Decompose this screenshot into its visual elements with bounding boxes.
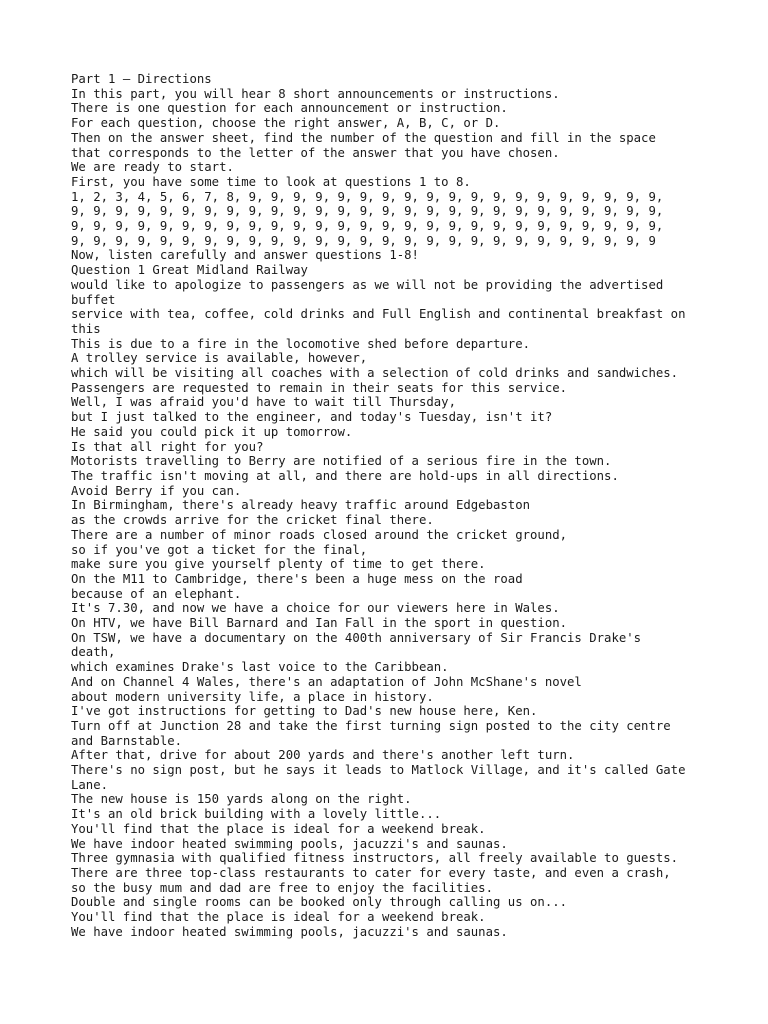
text-line: Double and single rooms can be booked only through calling us on... bbox=[71, 895, 568, 910]
text-line: Is that all right for you? bbox=[71, 439, 264, 454]
text-line: On the M11 to Cambridge, there's been a huge mess on the road bbox=[71, 571, 523, 586]
text-line: Now, listen carefully and answer questions 1-8! bbox=[71, 248, 419, 263]
text-line: Then on the answer sheet, find the number of the question and fill in the space bbox=[71, 130, 656, 145]
text-line: It's 7.30, and now we have a choice for our viewers here in Wales. bbox=[71, 601, 560, 616]
text-line: You'll find that the place is ideal for a weekend break. bbox=[71, 821, 486, 836]
text-line: First, you have some time to look at questions 1 to 8. bbox=[71, 174, 471, 189]
text-line: After that, drive for about 200 yards and there's another left turn. bbox=[71, 748, 575, 763]
text-line: Part 1 – Directions bbox=[71, 72, 212, 86]
text-line: Avoid Berry if you can. bbox=[71, 483, 242, 498]
text-line: Well, I was afraid you'd have to wait till Thursday, bbox=[71, 395, 456, 410]
text-line: that corresponds to the letter of the answer that you have chosen. bbox=[71, 145, 560, 160]
text-line: A trolley service is available, however, bbox=[71, 351, 368, 366]
text-line: which will be visiting all coaches with a selection of cold drinks and sandwiches. bbox=[71, 366, 679, 381]
text-line: service with tea, coffee, cold drinks and Full English and continental breakfast on bbox=[71, 307, 686, 322]
text-line: On TSW, we have a documentary on the 400th anniversary of Sir Francis Drake's bbox=[71, 630, 642, 645]
text-line: In Birmingham, there's already heavy traffic around Edgebaston bbox=[71, 498, 531, 513]
text-line: I've got instructions for getting to Dad's new house here, Ken. bbox=[71, 704, 538, 719]
text-line: about modern university life, a place in history. bbox=[71, 689, 434, 704]
text-line: For each question, choose the right answer, A, B, C, or D. bbox=[71, 116, 501, 131]
text-line: so if you've got a ticket for the final, bbox=[71, 542, 368, 557]
document-page bbox=[71, 72, 711, 939]
text-line: Question 1 Great Midland Railway bbox=[71, 263, 308, 278]
text-line: On HTV, we have Bill Barnard and Ian Fall in the sport in question. bbox=[71, 616, 568, 631]
text-line: And on Channel 4 Wales, there's an adaptation of John McShane's novel bbox=[71, 674, 582, 689]
text-line: as the crowds arrive for the cricket final there. bbox=[71, 513, 434, 528]
text-line: This is due to a fire in the locomotive shed before departure. bbox=[71, 336, 531, 351]
text-line: The new house is 150 yards along on the right. bbox=[71, 792, 412, 807]
text-line: would like to apologize to passengers as we will not be providing the advertised bbox=[71, 277, 664, 292]
text-line: Three gymnasia with qualified fitness instructors, all freely available to guests. bbox=[71, 851, 679, 866]
text-line: We have indoor heated swimming pools, jacuzzi's and saunas. bbox=[71, 924, 508, 939]
text-line: this bbox=[71, 321, 101, 336]
text-line: We have indoor heated swimming pools, jacuzzi's and saunas. bbox=[71, 836, 508, 851]
text-line: make sure you give yourself plenty of time to get there. bbox=[71, 557, 486, 572]
text-line: There are three top-class restaurants to cater for every taste, and even a crash, bbox=[71, 865, 671, 880]
text-line: Passengers are requested to remain in their seats for this service. bbox=[71, 380, 568, 395]
text-line: There are a number of minor roads closed around the cricket ground, bbox=[71, 527, 568, 542]
text-line: because of an elephant. bbox=[71, 586, 242, 601]
text-line: buffet bbox=[71, 292, 116, 307]
text-line: 1, 2, 3, 4, 5, 6, 7, 8, 9, 9, 9, 9, 9, 9, 9, 9, 9, 9, 9, 9, 9, 9, 9, 9, 9, 9, 9, bbox=[71, 189, 664, 204]
text-line: 9, 9, 9, 9, 9, 9, 9, 9, 9, 9, 9, 9, 9, 9, 9, 9, 9, 9, 9, 9, 9, 9, 9, 9, 9, 9, 9, bbox=[71, 219, 664, 234]
text-line: It's an old brick building with a lovely little... bbox=[71, 807, 442, 822]
text-line: Motorists travelling to Berry are notified of a serious fire in the town. bbox=[71, 454, 612, 469]
text-line: 9, 9, 9, 9, 9, 9, 9, 9, 9, 9, 9, 9, 9, 9, 9, 9, 9, 9, 9, 9, 9, 9, 9, 9, 9, 9, 9, bbox=[71, 204, 664, 219]
text-line: so the busy mum and dad are free to enjoy the facilities. bbox=[71, 880, 493, 895]
text-line: He said you could pick it up tomorrow. bbox=[71, 424, 353, 439]
text-line: There is one question for each announcement or instruction. bbox=[71, 101, 508, 116]
text-line: death, bbox=[71, 645, 116, 660]
text-line: and Barnstable. bbox=[71, 733, 183, 748]
text-line: Turn off at Junction 28 and take the first turning sign posted to the city centre bbox=[71, 718, 671, 733]
text-line: We are ready to start. bbox=[71, 160, 234, 175]
text-line: There's no sign post, but he says it leads to Matlock Village, and it's called Gate bbox=[71, 763, 686, 778]
text-line: Lane. bbox=[71, 777, 109, 792]
text-line: In this part, you will hear 8 short announcements or instructions. bbox=[71, 86, 560, 101]
text-line: You'll find that the place is ideal for a weekend break. bbox=[71, 910, 486, 925]
text-line: which examines Drake's last voice to the Caribbean. bbox=[71, 660, 449, 675]
text-line: The traffic isn't moving at all, and there are hold-ups in all directions. bbox=[71, 468, 619, 483]
text-line: 9, 9, 9, 9, 9, 9, 9, 9, 9, 9, 9, 9, 9, 9, 9, 9, 9, 9, 9, 9, 9, 9, 9, 9, 9, 9, 9 bbox=[71, 233, 656, 248]
text-line: but I just talked to the engineer, and today's Tuesday, isn't it? bbox=[71, 410, 553, 425]
